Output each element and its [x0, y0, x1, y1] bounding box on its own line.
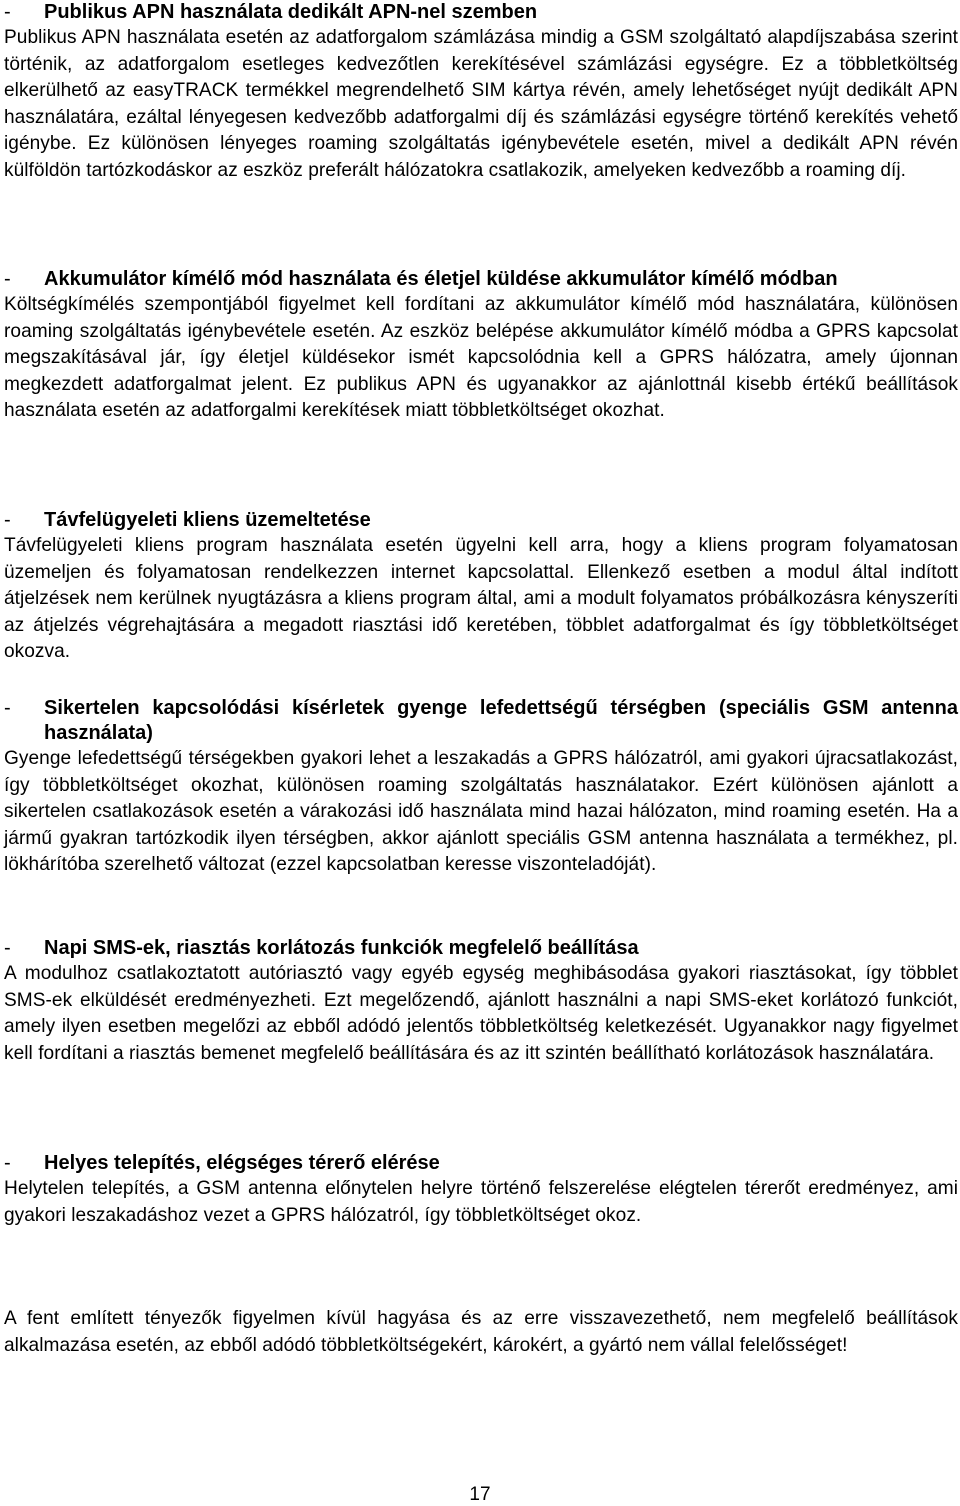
list-dash: - — [4, 268, 11, 290]
section-heading — [4, 696, 958, 746]
list-dash: - — [4, 937, 11, 959]
heading-text: Akkumulátor kímélő mód használata és életjel küldése akkumulátor kímélő módban — [44, 268, 838, 290]
heading-text: Napi SMS-ek, riasztás korlátozás funkciók megfelelő beállítása — [44, 937, 639, 959]
section-heading — [4, 267, 958, 292]
list-dash: - — [4, 1152, 11, 1174]
section-monitoring-client — [4, 508, 958, 666]
section-daily-sms-limits — [4, 936, 958, 1067]
section-battery-saving-mode — [4, 267, 958, 425]
section-correct-installation — [4, 1151, 958, 1229]
closing-paragraph: A fent említett tényezők figyelmen kívül hagyása és az erre visszavezethető, nem megfelelő beállítások alkalmazása esetén, az ebből adódó többletköltségekért, károkért, a gyártó nem vállal felelősséget! — [4, 1308, 958, 1356]
section-heading — [4, 508, 958, 533]
heading-text: Sikertelen kapcsolódási kísérletek gyenge lefedettségű térségben (speciális GSM antenna használata) — [44, 697, 958, 744]
section-heading — [4, 936, 958, 961]
list-dash: - — [4, 697, 11, 719]
section-heading — [4, 1151, 958, 1176]
section-body: Távfelügyeleti kliens program használata esetén ügyelni kell arra, hogy a kliens program folyamatosan üzemeljen és folyamatosan rendelkezzen internet kapcsolattal. Ellenkező esetben a modul által indított átjelzések nem kerülnek nyugtázásra a kliens program által, ami a modult folyamatos próbálkozásra kényszeríti az átjelzés végrehajtására a megadott riasztási idő keretében, többlet adatforgalmat és így többletköltséget okozva. — [4, 535, 958, 662]
heading-text: Publikus APN használata dedikált APN-nel szemben — [44, 1, 538, 23]
list-dash: - — [4, 1, 11, 23]
section-body: Helytelen telepítés, a GSM antenna előnytelen helyre történő felszerelése elégtelen térerőt eredményez, ami gyakori leszakadáshoz vezet a GPRS hálózatról, így többletköltséget okoz. — [4, 1178, 958, 1226]
section-public-apn — [4, 0, 958, 184]
list-dash: - — [4, 509, 11, 531]
page-number: 17 — [469, 1484, 491, 1505]
section-weak-coverage — [4, 696, 958, 879]
section-heading — [4, 0, 958, 25]
section-body: Gyenge lefedettségű térségekben gyakori lehet a leszakadás a GPRS hálózatról, ami gyakori újracsatlakozást, így többletköltséget okozhat, különösen roaming szolgáltatás használatakor. Ezért különösen ajánlott a sikertelen csatlakozások esetén a várakozási idő használata mind hazai hálózaton, mind roaming esetén. Ha a jármű gyakran tartózkodik ilyen térségben, akkor ajánlott speciális GSM antenna használata a termékhez, pl. lökhárítóba szerelhető változat (ezzel kapcsolatban keresse viszonteladóját). — [4, 748, 958, 875]
section-body: A modulhoz csatlakoztatott autóriasztó vagy egyéb egység meghibásodása gyakori riasztásokat, így többlet SMS-ek elküldését eredményezheti. Ezt megelőzendő, ajánlott használni a napi SMS-eket korlátozó funkciót, amely ilyen esetben megelőzi az ebből adódó jelentős többletköltség keletkezését. Ugyanakkor nagy figyelmet kell fordítani a riasztás bemenet megfelelő beállítására és az itt szintén beállítható korlátozások használatára. — [4, 963, 958, 1064]
heading-text: Helyes telepítés, elégséges térerő elérése — [44, 1152, 440, 1174]
heading-text: Távfelügyeleti kliens üzemeltetése — [44, 509, 371, 531]
section-body: Költségkímélés szempontjából figyelmet kell fordítani az akkumulátor kímélő mód használatára, különösen roaming szolgáltatás igénybevétele esetén. Az eszköz belépése akkumulátor kímélő módba a GPRS kapcsolat megszakításával jár, így életjel küldésekor ismét kapcsolódnia kell a GPRS hálózatra, amely újonnan megkezdett adatforgalmat jelent. Ez publikus APN és ugyanakkor az ajánlottnál kisebb értékű beállítások használata esetén az adatforgalmi kerekítések miatt többletköltséget okozhat. — [4, 294, 958, 421]
section-body: Publikus APN használata esetén az adatforgalom számlázása mindig a GSM szolgáltató alapdíjszabása szerint történik, az adatforgalom esetleges kedvezőtlen kerekítésével számlázási egységre. Ez a többletköltség elkerülhető az easyTRACK termékkel megrendelhető SIM kártya révén, amely lehetőséget nyújt dedikált APN használatára, ezáltal lényegesen kedvezőbb adatforgalmi díj és számlázási egységre történő kerekítés vehető igénybe. Ez különösen lényeges roaming szolgáltatás igénybevétele esetén, mivel a dedikált APN révén külföldön tartózkodáskor az eszköz preferált hálózatokra csatlakozik, amelyeken kedvezőbb a roaming díj. — [4, 27, 958, 181]
